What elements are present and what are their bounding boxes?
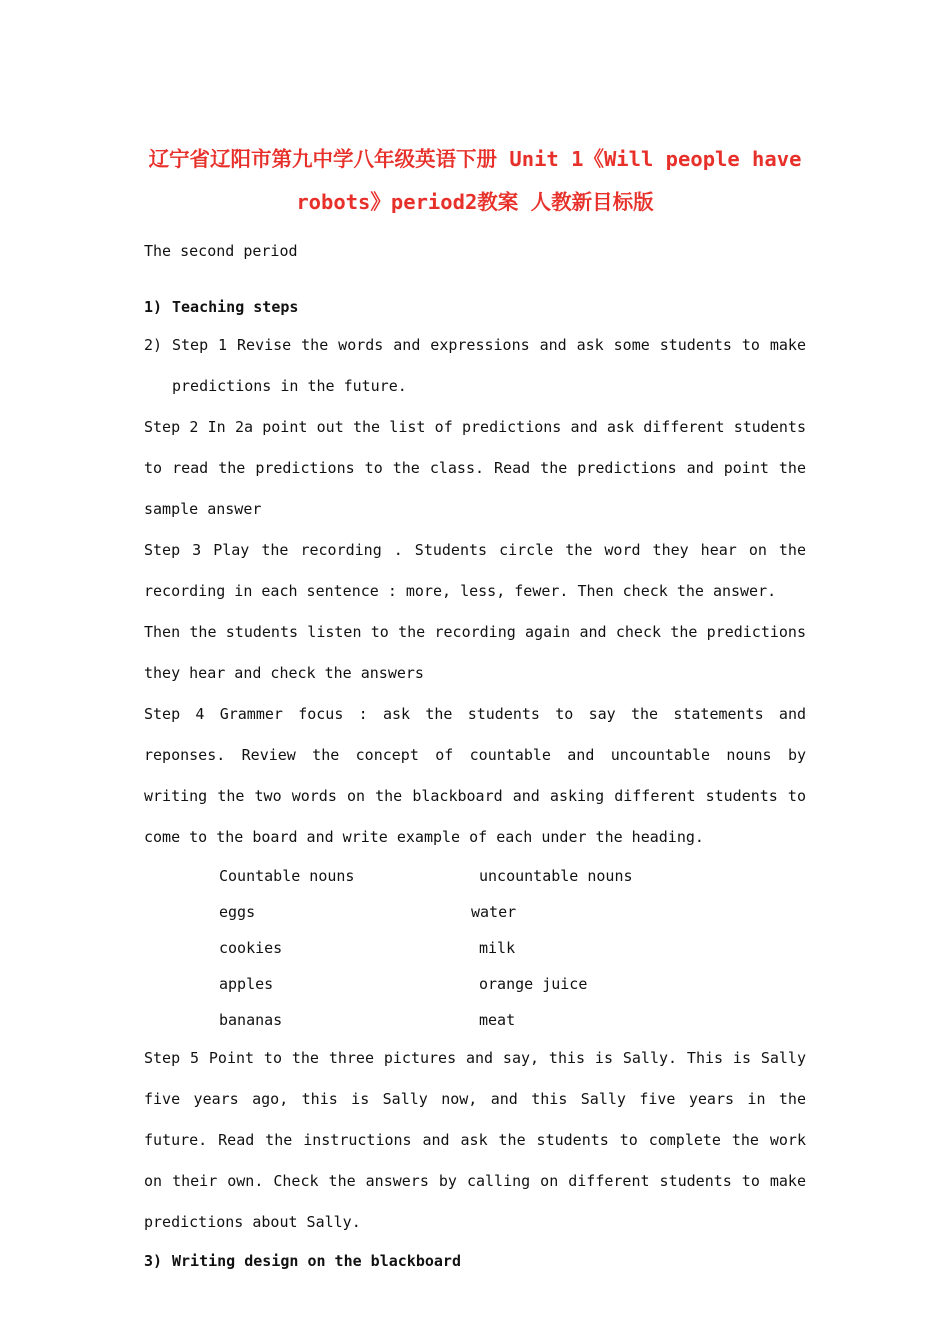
header-uncountable: uncountable nouns <box>479 867 633 885</box>
step-1-item <box>144 325 806 407</box>
step-3-followup-paragraph: Then the students listen to the recording again and check the predictions they hear and check the answers <box>144 623 806 682</box>
uncountable-cell: orange juice <box>479 975 588 993</box>
period-heading: The second period <box>144 242 298 260</box>
table-row <box>219 930 806 966</box>
header-countable: Countable nouns <box>219 867 355 885</box>
step-1-text: Step 1 Revise the words and expressions and ask some students to make predictions in the future. <box>172 336 806 395</box>
section-number: 1) <box>144 298 163 316</box>
step-5-paragraph: Step 5 Point to the three pictures and say, this is Sally. This is Sally five years ago, this is Sally now, and this Sally five years in the future. Read the instructions and ask the students to complete the work on their own. Check the answers by calling on different students to make predictions about Sally. <box>144 1049 806 1231</box>
uncountable-cell: milk <box>479 939 516 957</box>
nouns-table <box>144 858 806 1038</box>
title-line-2: robots》period2教案 人教新目标版 <box>296 190 654 214</box>
table-row <box>219 894 806 930</box>
step-4-paragraph: Step 4 Grammer focus : ask the students to say the statements and reponses. Review the concept of countable and uncountable nouns by writing the two words on the blackboard and asking different students to come to the board and write example of each under the heading. <box>144 705 806 846</box>
section-label: Teaching steps <box>172 298 299 316</box>
table-row <box>219 966 806 1002</box>
section-writing-design <box>144 1243 806 1279</box>
title-line-1: 辽宁省辽阳市第九中学八年级英语下册 Unit 1《Will people have <box>148 147 802 171</box>
step-1-number: 2) <box>144 336 163 354</box>
countable-cell: eggs <box>219 903 256 921</box>
countable-cell: bananas <box>219 1011 283 1029</box>
section-number: 3) <box>144 1252 163 1270</box>
uncountable-cell: water <box>471 903 517 921</box>
step-2-paragraph: Step 2 In 2a point out the list of predictions and ask different students to read the predictions to the class. Read the predictions and point the sample answer <box>144 418 806 518</box>
table-row <box>219 1002 806 1038</box>
document-title <box>144 138 806 224</box>
uncountable-cell: meat <box>479 1011 516 1029</box>
document-page <box>144 138 806 1279</box>
countable-cell: cookies <box>219 939 283 957</box>
section-teaching-steps <box>144 289 806 325</box>
countable-cell: apples <box>219 975 274 993</box>
section-label: Writing design on the blackboard <box>172 1252 461 1270</box>
nouns-header-row <box>219 858 806 894</box>
step-3-paragraph: Step 3 Play the recording . Students circle the word they hear on the recording in each sentence : more, less, fewer. Then check the answer. <box>144 541 806 600</box>
